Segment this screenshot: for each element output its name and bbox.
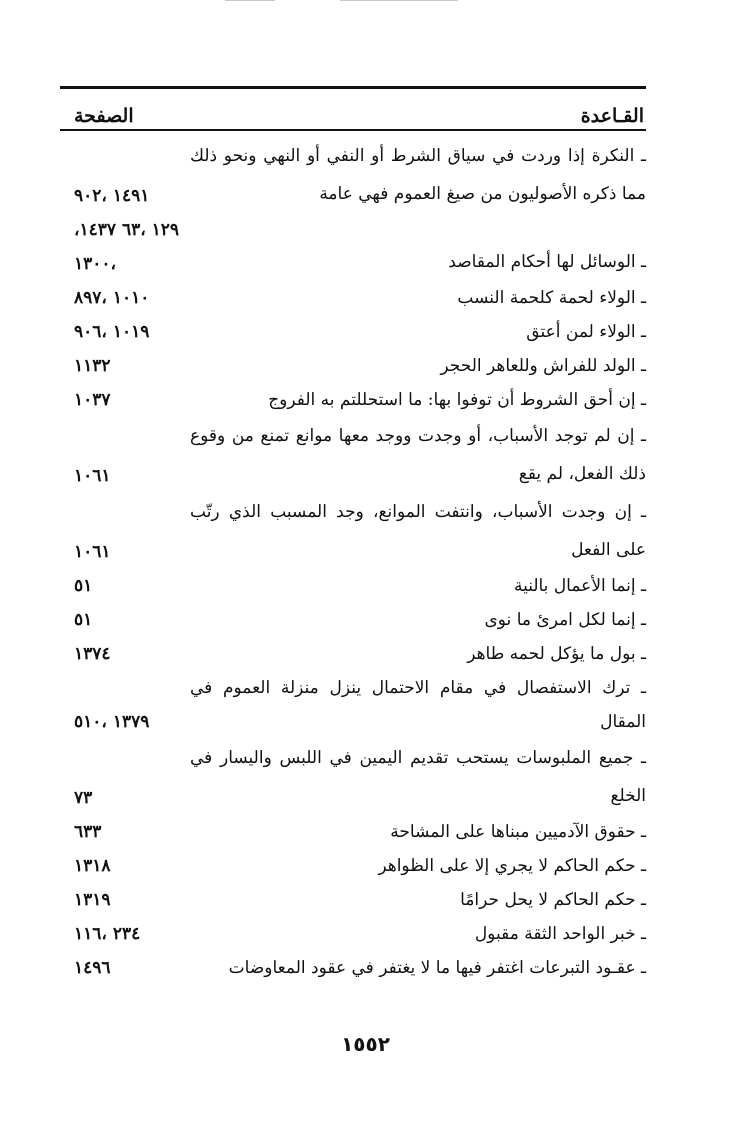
rule-text: ـ حكم الحاكم لا يجري إلا على الظواهر: [378, 856, 646, 876]
page-refs: ١٣١٩: [74, 890, 111, 910]
rule-text: ـ الولد للفراش وللعاهر الحجر: [440, 356, 646, 376]
index-row: [60, 951, 646, 985]
index-row: [60, 603, 646, 637]
page-refs: ١١٣٢: [74, 356, 111, 376]
scan-artifact: [225, 0, 275, 1]
page-refs: ١٣٧٤: [74, 644, 111, 664]
index-row: [60, 417, 646, 493]
rule-text: ـ الولاء لحمة كلحمة النسب: [457, 288, 646, 308]
index-list: [60, 137, 646, 985]
page-refs: ١٣١٨: [74, 856, 111, 876]
page-refs: ٥١: [74, 610, 93, 630]
page-refs: ،١٢٩ ،٦٣ ١٤٣٧ ،١٣٠٠: [74, 220, 180, 274]
page-refs: ٥١: [74, 576, 93, 596]
rule-text: ـ النكرة إذا وردت في سياق الشرط أو النفي أو النهي ونحو ذلك مما ذكره الأصوليون من صيغ العموم فهي عامة: [190, 146, 646, 204]
index-page: [60, 86, 646, 985]
rule-text: ـ ترك الاستفصال في مقام الاحتمال ينزل منزلة العموم في المقال: [190, 678, 646, 732]
rule-text: ـ الوسائل لها أحكام المقاصد: [448, 252, 646, 272]
page-refs: ١٤٩١ ،٩٠٢: [74, 186, 150, 206]
rule-text: ـ إن وجدت الأسباب، وانتفت الموانع، وجد المسبب الذي رتّب على الفعل: [190, 502, 646, 560]
scan-artifact: [340, 0, 458, 1]
rule-text: ـ بول ما يؤكل لحمه طاهر: [467, 644, 646, 664]
index-row: [60, 213, 646, 281]
index-row: [60, 569, 646, 603]
index-row: [60, 315, 646, 349]
rule-text: ـ إن لم توجد الأسباب، أو وجدت ووجد معها موانع تمنع من وقوع ذلك الفعل، لم يقع: [190, 426, 646, 484]
page-refs: ١٤٩٦: [74, 958, 111, 978]
page-refs: ٢٣٤ ،١١٦: [74, 924, 141, 944]
index-row: [60, 917, 646, 951]
index-row: [60, 883, 646, 917]
rule-text: ـ الولاء لمن أعتق: [526, 322, 646, 342]
rule-text: ـ حقوق الآدميين مبناها على المشاحة: [390, 822, 646, 842]
page-refs: ١٠١٠ ،٨٩٧: [74, 288, 150, 308]
rule-text: ـ حكم الحاكم لا يحل حرامًا: [460, 890, 646, 910]
index-row: [60, 739, 646, 815]
header-rule: [60, 129, 646, 131]
page-refs: ١٠٦١: [74, 466, 111, 486]
index-row: [60, 671, 646, 739]
index-row: [60, 349, 646, 383]
page-refs: ٧٣: [74, 788, 93, 808]
page-number: ١٥٥٢: [341, 1032, 390, 1056]
page-column-header: الصفحة: [74, 105, 134, 127]
index-row: [60, 815, 646, 849]
index-row: [60, 383, 646, 417]
rule-column-header: القـاعدة: [580, 105, 644, 127]
page-refs: ١٣٧٩ ،٥١٠: [74, 712, 150, 732]
rule-text: ـ إنما الأعمال بالنية: [513, 576, 646, 596]
index-row: [60, 849, 646, 883]
rule-text: ـ جميع الملبوسات يستحب تقديم اليمين في اللبس واليسار في الخلع: [190, 748, 646, 806]
rule-text: ـ إنما لكل امرئ ما نوى: [484, 610, 646, 630]
page-refs: ٦٣٣: [74, 822, 102, 842]
table-header: [60, 89, 646, 127]
rule-text: ـ إن أحق الشروط أن توفوا بها: ما استحللتم به الفروج: [268, 390, 646, 410]
page-refs: ١٠١٩ ،٩٠٦: [74, 322, 150, 342]
index-row: [60, 637, 646, 671]
index-row: [60, 493, 646, 569]
page-refs: ١٠٦١: [74, 542, 111, 562]
index-row: [60, 137, 646, 213]
page-refs: ١٠٣٧: [74, 390, 111, 410]
index-row: [60, 281, 646, 315]
rule-text: ـ عقـود التبرعات اغتفر فيها ما لا يغتفر في عقود المعاوضات: [228, 958, 646, 978]
rule-text: ـ خبر الواحد الثقة مقبول: [474, 924, 646, 944]
